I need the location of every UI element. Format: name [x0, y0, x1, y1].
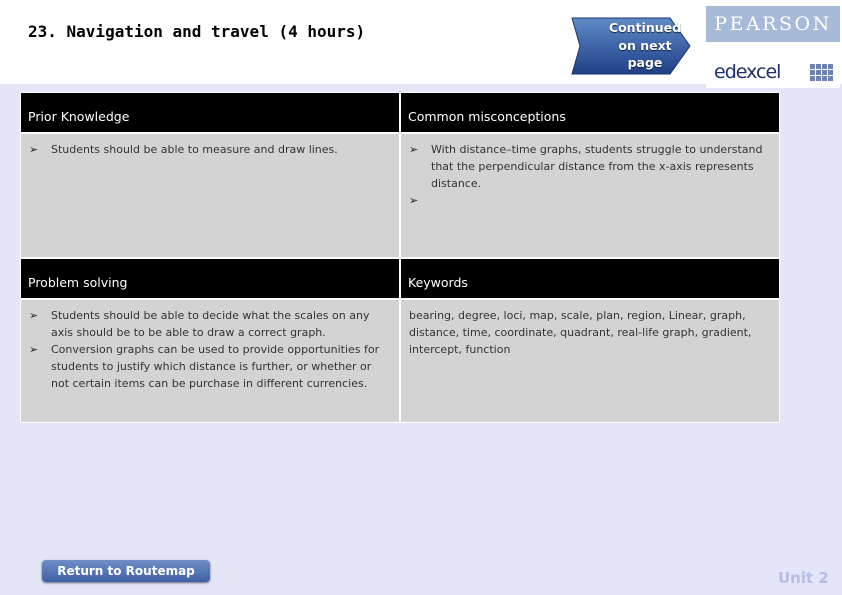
prior-knowledge-body [21, 134, 399, 257]
keywords-heading: Keywords [401, 259, 779, 298]
problem-solving-list [29, 307, 391, 392]
list-item [409, 192, 771, 209]
list-item: ➢ Conversion graphs can be used to provide opportunities for students to justify which distance is further, or whether or not certain items can be purchase in different currencies. [29, 341, 391, 392]
pearson-logo: PEARSON [706, 6, 840, 42]
unit-label: Unit 2 [778, 569, 829, 587]
prior-knowledge-list [29, 141, 391, 158]
edexcel-wordmark: edexcel [714, 61, 781, 83]
edexcel-logo [706, 60, 840, 88]
continued-line: Continued [608, 20, 682, 35]
misconceptions-list [409, 141, 771, 209]
problem-solving-body [21, 300, 399, 422]
page-title: 23. Navigation and travel (4 hours) [28, 22, 366, 41]
list-item: ➢ With distance–time graphs, students struggle to understand that the perpendicular distance from the x-axis represents distance. [409, 141, 771, 192]
content-table [20, 92, 780, 423]
prior-knowledge-heading: Prior Knowledge [21, 93, 399, 132]
continued-next-page-button[interactable] [570, 16, 692, 76]
list-item: ➢ Students should be able to measure and draw lines. [29, 141, 391, 158]
misconceptions-body [401, 134, 779, 257]
problem-solving-heading: Problem solving [21, 259, 399, 298]
keywords-body: bearing, degree, loci, map, scale, plan, region, Linear, graph, distance, time, coordinate, quadrant, real-life graph, gradient, intercept, function [401, 300, 779, 422]
grid-squares-icon [810, 64, 834, 84]
misconceptions-heading: Common misconceptions [401, 93, 779, 132]
list-item: ➢ Students should be able to decide what the scales on any axis should be to be able to draw a correct graph. [29, 307, 391, 341]
continued-label [578, 19, 712, 72]
continued-line: on next [618, 37, 672, 53]
continued-line: page [627, 55, 663, 70]
return-to-routemap-button[interactable]: Return to Routemap [42, 560, 210, 582]
